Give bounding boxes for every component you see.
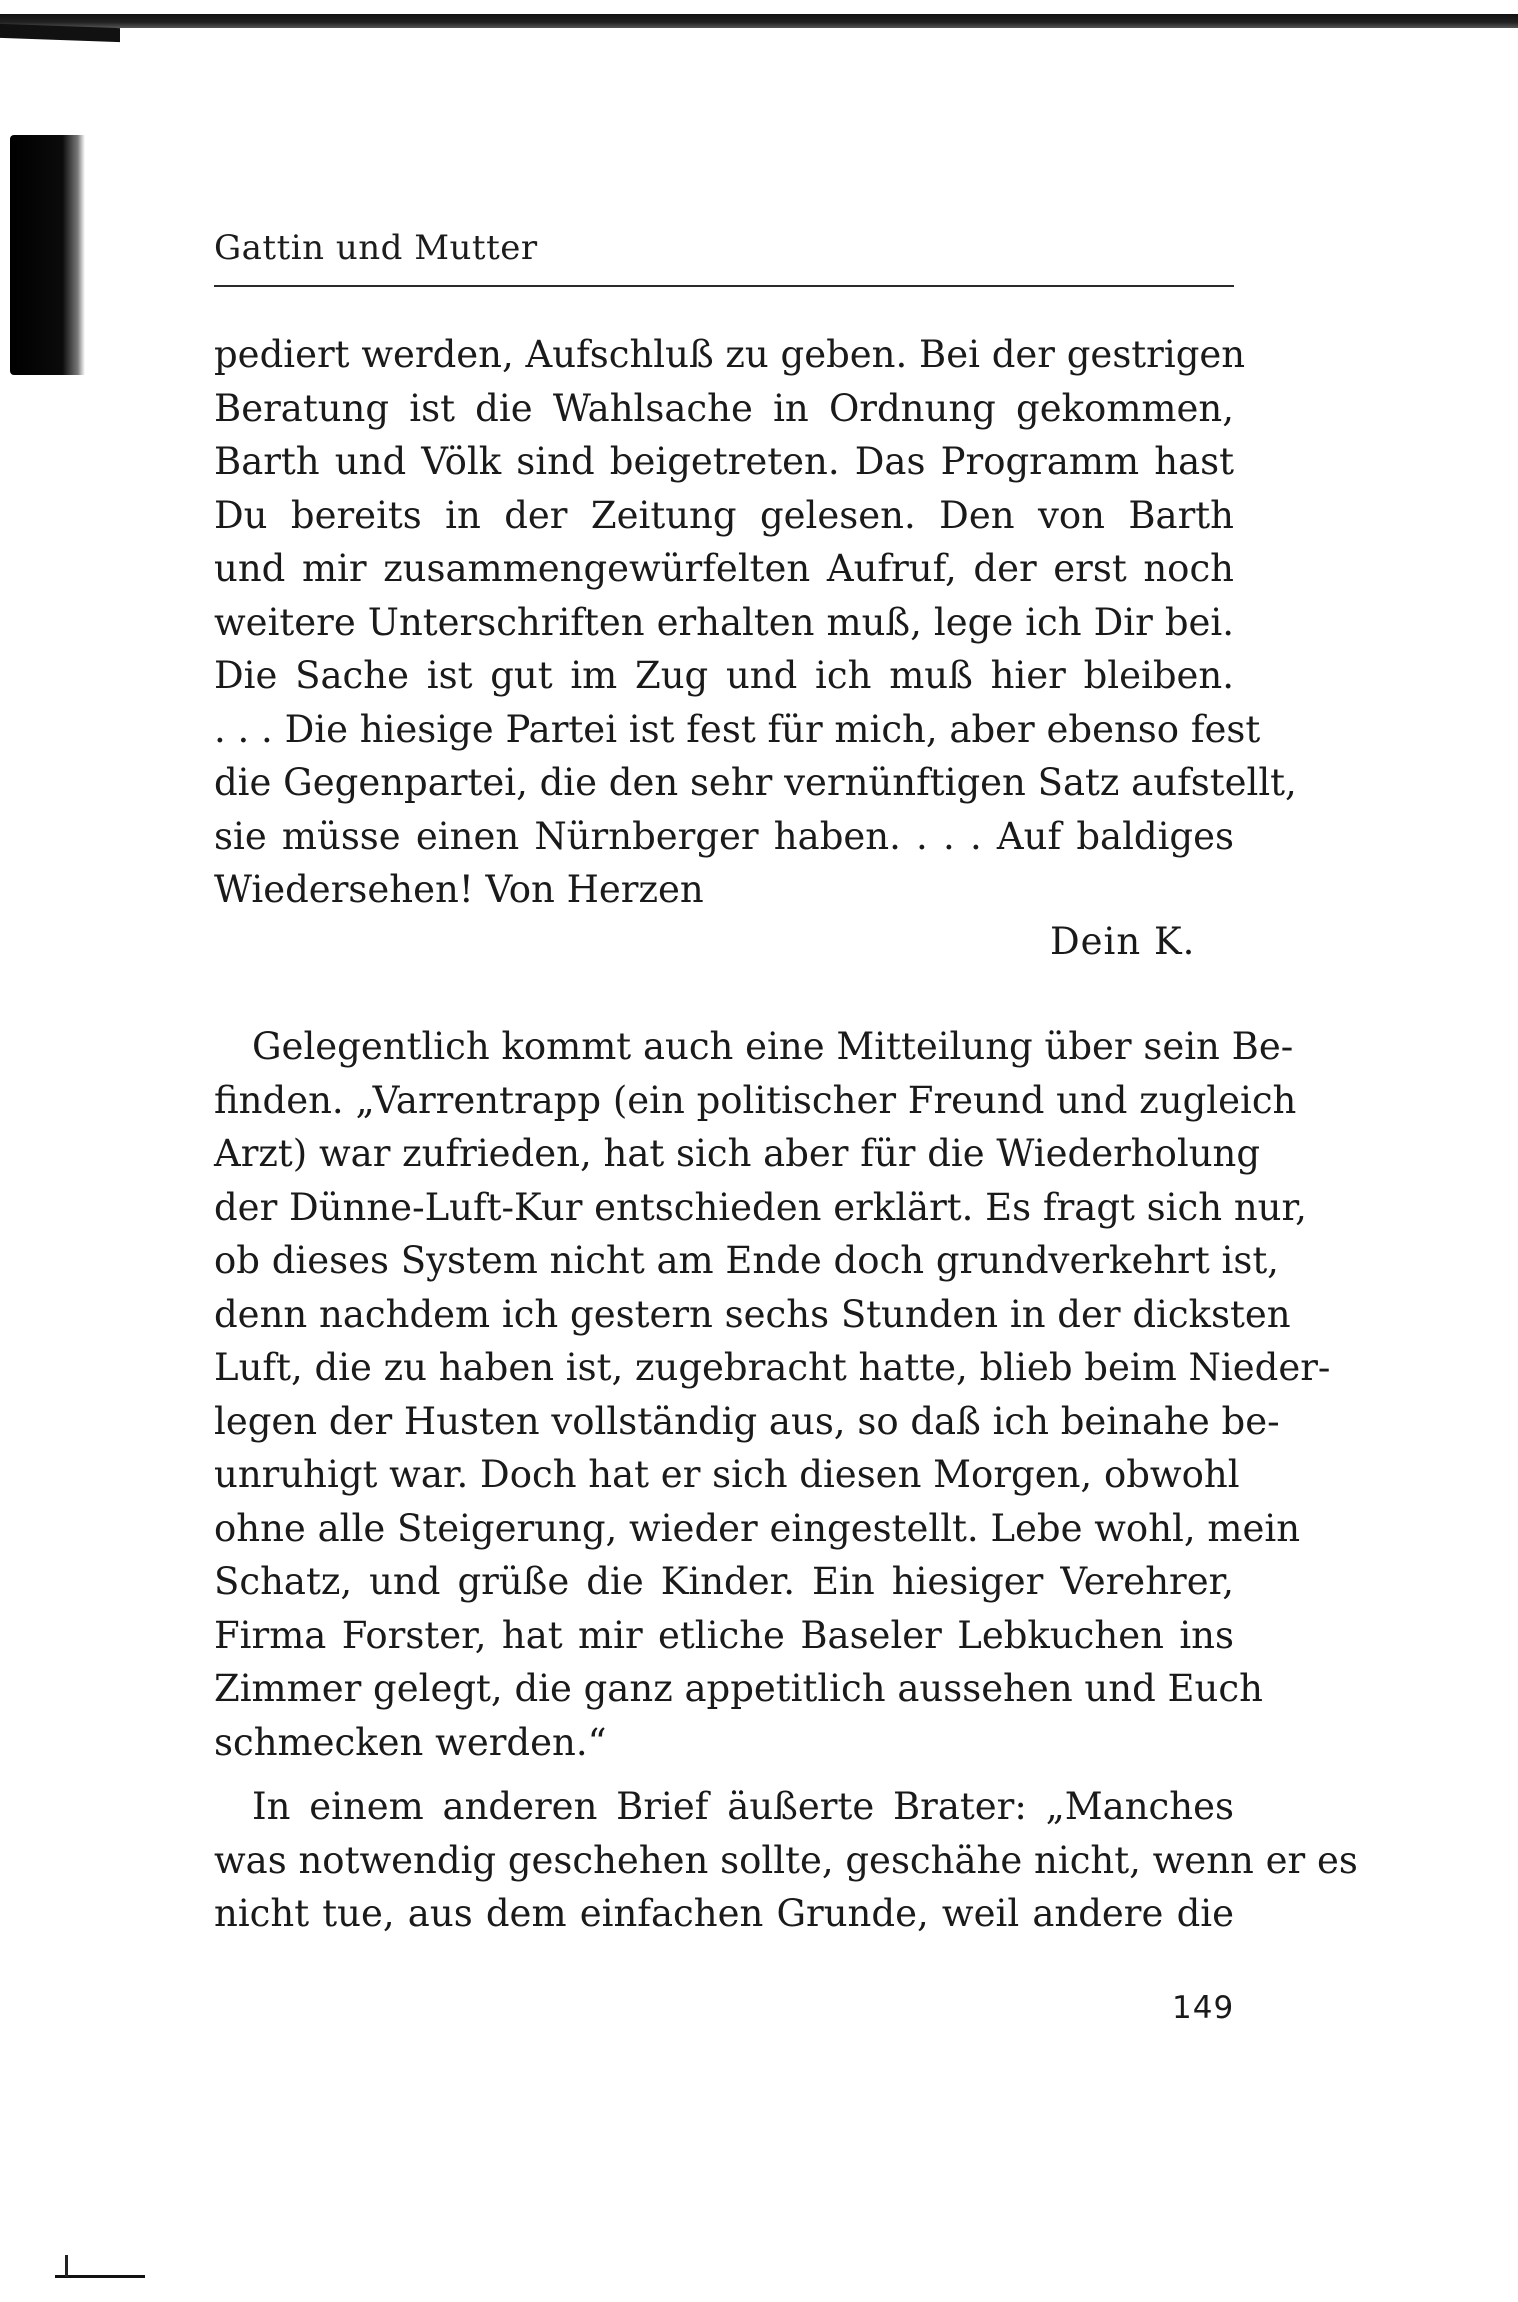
- header-rule: [214, 285, 1234, 287]
- text-line: weitere Unterschriften erhalten muß, lege ich Dir bei.: [214, 600, 1234, 644]
- text-line: pediert werden, Aufschluß zu geben. Bei der gestrigen: [214, 333, 1246, 376]
- scan-edge-top: [0, 14, 1518, 28]
- text-line: Gelegentlich kommt auch eine Mitteilung über sein Be-: [252, 1025, 1294, 1068]
- text-line: Zimmer gelegt, die ganz appetitlich aussehen und Euch: [214, 1667, 1263, 1710]
- text-line: was notwendig geschehen sollte, geschähe nicht, wenn er es: [214, 1838, 1358, 1882]
- page-number: 149: [1172, 1990, 1235, 2026]
- letter-signature: Dein K.: [1050, 920, 1196, 963]
- text-line: unruhigt war. Doch hat er sich diesen Morgen, obwohl: [214, 1453, 1240, 1496]
- text-line: Die Sache ist gut im Zug und ich muß hier bleiben.: [214, 654, 1234, 697]
- text-line: die Gegenpartei, die den sehr vernünftigen Satz aufstellt,: [214, 761, 1297, 804]
- text-line: denn nachdem ich gestern sechs Stunden in der dicksten: [214, 1292, 1291, 1336]
- text-line: Beratung ist die Wahlsache in Ordnung gekommen,: [214, 386, 1234, 430]
- text-line: schmecken werden.“: [214, 1720, 607, 1764]
- letter-continuation: [214, 328, 1297, 917]
- text-line: Luft, die zu haben ist, zugebracht hatte, blieb beim Nieder-: [214, 1346, 1331, 1389]
- text-line: finden. „Varrentrapp (ein politischer Freund und zugleich: [214, 1078, 1297, 1122]
- text-line: und mir zusammengewürfelten Aufruf, der erst noch: [214, 547, 1234, 590]
- running-head: Gattin und Mutter: [214, 228, 538, 268]
- paragraph-brater: [214, 1780, 1358, 1941]
- text-line: . . . Die hiesige Partei ist fest für mich, aber ebenso fest: [214, 707, 1261, 751]
- text-line: legen der Husten vollständig aus, so daß ich beinahe be-: [214, 1399, 1280, 1443]
- text-line: Du bereits in der Zeitung gelesen. Den von Barth: [214, 493, 1234, 537]
- text-line: sie müsse einen Nürnberger haben. . . . Auf baldiges: [214, 814, 1234, 858]
- text-line: ohne alle Steigerung, wieder eingestellt. Lebe wohl, mein: [214, 1506, 1301, 1550]
- text-line: Wiedersehen! Von Herzen: [214, 868, 704, 911]
- text-line: Arzt) war zufrieden, hat sich aber für die Wiederholung: [214, 1132, 1261, 1175]
- text-line: ob dieses System nicht am Ende doch grundverkehrt ist,: [214, 1239, 1279, 1282]
- paragraph-befinden: [214, 1020, 1331, 1769]
- text-line: Barth und Völk sind beigetreten. Das Programm hast: [214, 440, 1234, 483]
- text-line: Firma Forster, hat mir etliche Baseler Lebkuchen ins: [214, 1613, 1234, 1657]
- text-line: nicht tue, aus dem einfachen Grunde, weil andere die: [214, 1892, 1234, 1935]
- scan-edge-bottom-mark: [55, 2275, 145, 2278]
- text-line: In einem anderen Brief äußerte Brater: „Manches: [252, 1785, 1234, 1828]
- scan-binding-shadow: [10, 135, 85, 375]
- text-line: der Dünne-Luft-Kur entschieden erklärt. Es fragt sich nur,: [214, 1185, 1307, 1229]
- text-line: Schatz, und grüße die Kinder. Ein hiesiger Verehrer,: [214, 1560, 1234, 1603]
